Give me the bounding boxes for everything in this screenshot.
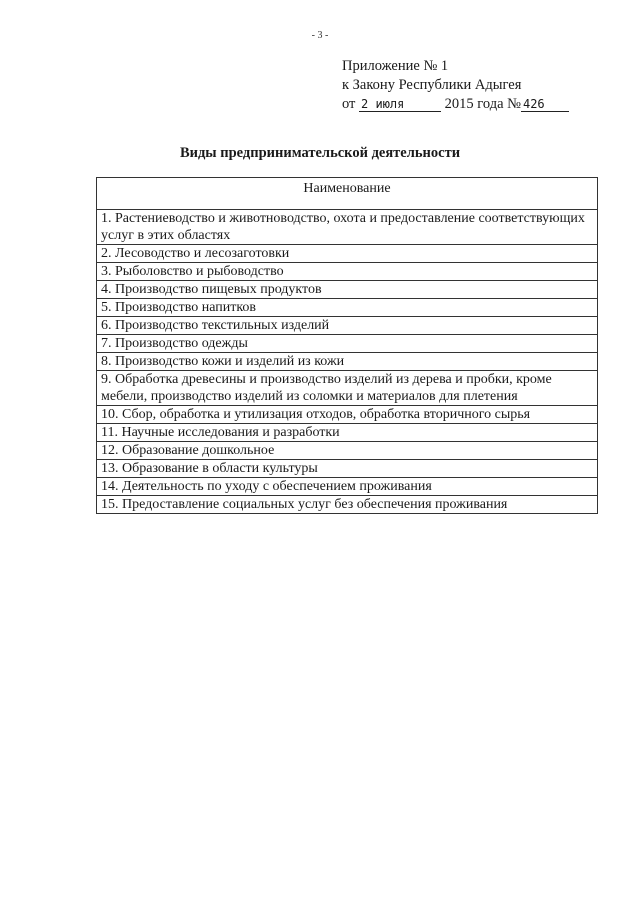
table-row xyxy=(97,406,598,424)
table-cell: 5. Производство напитков xyxy=(97,299,598,317)
table-cell: 15. Предоставление социальных услуг без обеспечения проживания xyxy=(97,496,598,514)
table-cell: 9. Обработка древесины и производство изделий из дерева и пробки, кроме мебели, производство изделий из соломки и материалов для плетения xyxy=(97,371,598,406)
page-number: - 3 - xyxy=(311,30,329,41)
document-title: Виды предпринимательской деятельности xyxy=(179,145,461,161)
table-cell: 14. Деятельность по уходу с обеспечением проживания xyxy=(97,478,598,496)
table-row xyxy=(97,281,598,299)
table-header-name: Наименование xyxy=(97,178,598,210)
table-row xyxy=(97,371,598,406)
appendix-law: к Закону Республики Адыгея xyxy=(342,77,522,93)
table-row xyxy=(97,478,598,496)
appendix-title: Приложение № 1 xyxy=(342,58,449,74)
table-cell: 4. Производство пищевых продуктов xyxy=(97,281,598,299)
table-row xyxy=(97,263,598,281)
table-row xyxy=(97,245,598,263)
table-cell: 8. Производство кожи и изделий из кожи xyxy=(97,353,598,371)
table-cell: 2. Лесоводство и лесозаготовки xyxy=(97,245,598,263)
table-cell: 3. Рыболовство и рыбоводство xyxy=(97,263,598,281)
table-cell: 11. Научные исследования и разработки xyxy=(97,424,598,442)
year-text: 2015 года № xyxy=(444,96,521,112)
table-row xyxy=(97,210,598,245)
table-cell: 10. Сбор, обработка и утилизация отходов, обработка вторичного сырья xyxy=(97,406,598,424)
date-prefix: от xyxy=(342,96,356,112)
table-row xyxy=(97,442,598,460)
table-row xyxy=(97,424,598,442)
table-row xyxy=(97,460,598,478)
table-row xyxy=(97,299,598,317)
appendix-block xyxy=(342,57,569,114)
date-value: 2 июля xyxy=(359,97,441,112)
table-cell: 13. Образование в области культуры xyxy=(97,460,598,478)
table-cell: 6. Производство текстильных изделий xyxy=(97,317,598,335)
table-body xyxy=(97,210,598,514)
activities-table xyxy=(96,177,598,514)
table-cell: 7. Производство одежды xyxy=(97,335,598,353)
table-row xyxy=(97,335,598,353)
table-cell: 12. Образование дошкольное xyxy=(97,442,598,460)
table-cell: 1. Растениеводство и животноводство, охота и предоставление соответствующих услуг в этих областях xyxy=(97,210,598,245)
table-header-row xyxy=(97,178,598,210)
table-row xyxy=(97,353,598,371)
table-row xyxy=(97,496,598,514)
table-row xyxy=(97,317,598,335)
appendix-date-line xyxy=(342,95,569,114)
law-number: 426 xyxy=(521,97,569,112)
